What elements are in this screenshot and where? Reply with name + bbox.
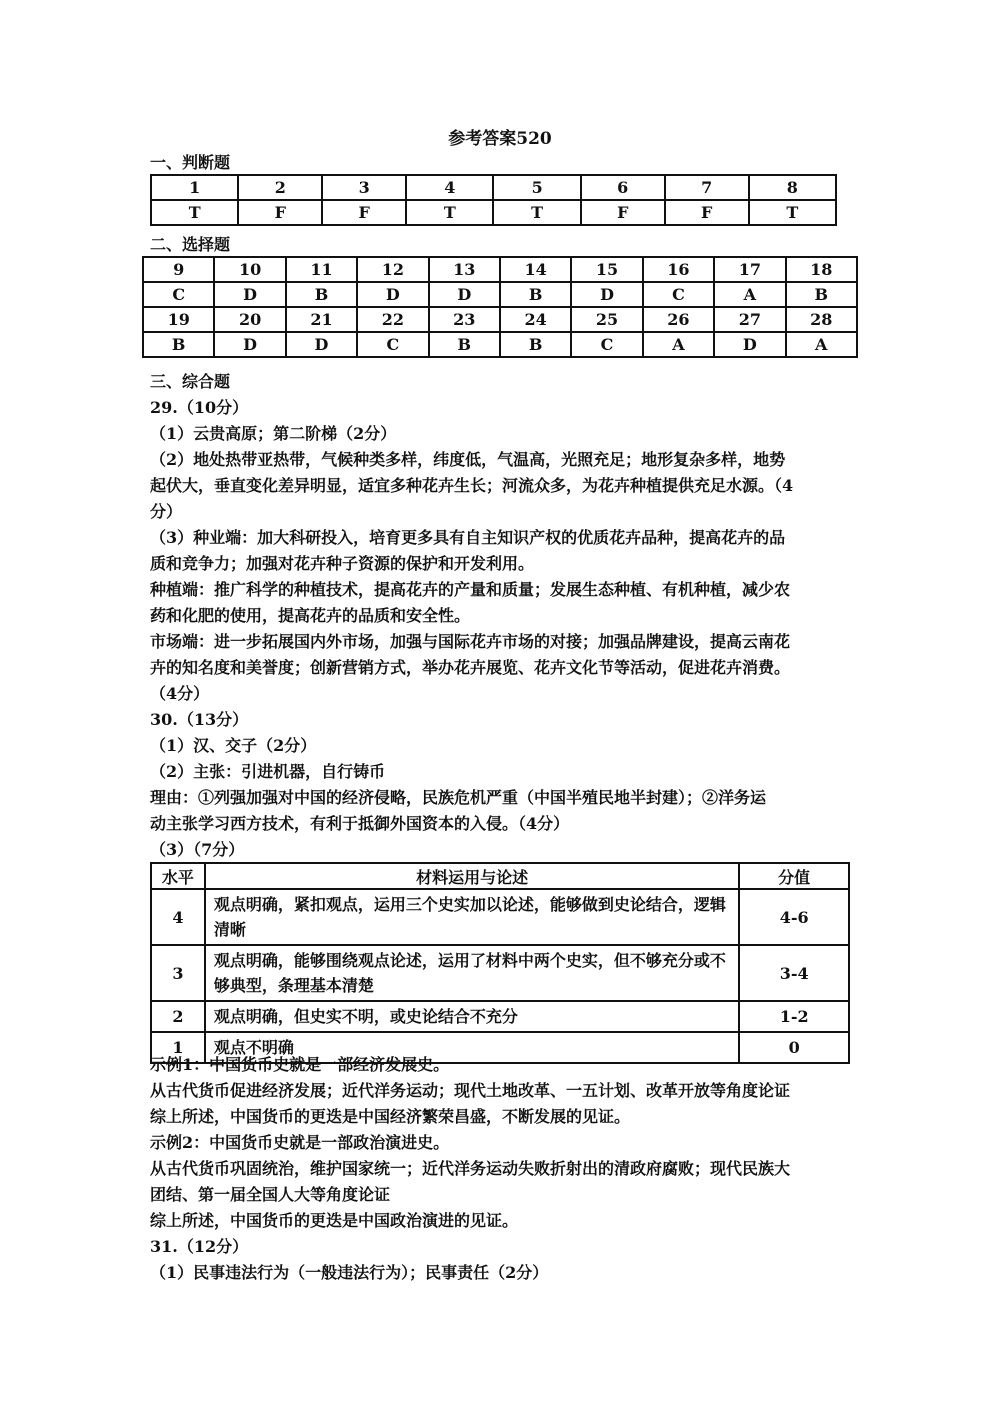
table-row: [151, 889, 849, 945]
question-number: 10: [214, 257, 285, 282]
question-number: 5: [493, 175, 580, 200]
judge-answer-table: [150, 174, 837, 226]
table-row: [151, 175, 836, 200]
answer-line: （2）主张：引进机器，自行铸币: [150, 762, 386, 781]
answer-cell: B: [286, 282, 357, 307]
answer-line: 从古代货币促进经济发展；近代洋务运动；现代土地改革、一五计划、改革开放等角度论证: [150, 1081, 791, 1100]
answer-line: （1）云贵高原；第二阶梯（2分）: [150, 424, 397, 443]
answer-line: 起伏大，垂直变化差异明显，适宜多种花卉生长；河流众多，为花卉种植提供充足水源。（4: [150, 476, 794, 495]
level-cell: 4: [151, 889, 205, 945]
section-choice-heading: 二、选择题: [150, 235, 231, 254]
answer-cell: D: [429, 282, 500, 307]
question-number: 8: [749, 175, 836, 200]
question-number: 3: [322, 175, 406, 200]
question-number: 11: [286, 257, 357, 282]
answer-cell: T: [749, 200, 836, 225]
answer-cell: D: [357, 282, 428, 307]
description-cell: 观点明确，能够围绕观点论述，运用了材料中两个史实，但不够充分或不够典型，条理基本清楚: [205, 945, 739, 1001]
choice-answer-table: [142, 256, 858, 358]
table-row: [143, 257, 857, 282]
question-number: 27: [714, 307, 785, 332]
answer-line: 质和竞争力；加强对花卉种子资源的保护和开发利用。: [150, 554, 535, 573]
table-row: [143, 307, 857, 332]
question-number: 19: [143, 307, 214, 332]
question-number: 4: [406, 175, 493, 200]
answer-cell: F: [238, 200, 322, 225]
score-cell: 0: [739, 1032, 849, 1063]
answer-line: 卉的知名度和美誉度；创新营销方式，举办花卉展览、花卉文化节等活动，促进花卉消费。: [150, 658, 791, 677]
question-number: 1: [151, 175, 238, 200]
question-number: 14: [500, 257, 571, 282]
answer-cell: A: [786, 332, 857, 357]
answer-cell: B: [143, 332, 214, 357]
question-number: 9: [143, 257, 214, 282]
answer-cell: D: [214, 332, 285, 357]
question-number: 21: [286, 307, 357, 332]
answer-line: 分）: [150, 502, 183, 521]
scoring-level-table: [150, 862, 850, 1064]
level-cell: 2: [151, 1001, 205, 1032]
description-cell: 观点不明确: [205, 1032, 739, 1063]
question-number: 16: [643, 257, 714, 282]
answer-line: 理由：①列强加强对中国的经济侵略，民族危机严重（中国半殖民地半封建）；②洋务运: [150, 788, 767, 807]
question-number: 18: [786, 257, 857, 282]
answer-line: 动主张学习西方技术，有利于抵御外国资本的入侵。（4分）: [150, 814, 570, 833]
question-number: 17: [714, 257, 785, 282]
description-cell: 观点明确，但史实不明，或史论结合不充分: [205, 1001, 739, 1032]
answer-cell: F: [322, 200, 406, 225]
question-number: 12: [357, 257, 428, 282]
answer-line: 示例1：中国货币史就是一部经济发展史。: [150, 1055, 450, 1074]
answer-cell: T: [151, 200, 238, 225]
question-number: 28: [786, 307, 857, 332]
answer-cell: T: [493, 200, 580, 225]
answer-line: 种植端：推广科学的种植技术，提高花卉的产量和质量；发展生态种植、有机种植，减少农: [150, 580, 791, 599]
answer-line: 从古代货币巩固统治，维护国家统一；近代洋务运动失败折射出的清政府腐败；现代民族大: [150, 1159, 791, 1178]
answer-cell: C: [357, 332, 428, 357]
answer-line: 综上所述，中国货币的更迭是中国经济繁荣昌盛，不断发展的见证。: [150, 1107, 631, 1126]
score-cell: 3-4: [739, 945, 849, 1001]
answer-line: 综上所述，中国货币的更迭是中国政治演进的见证。: [150, 1211, 519, 1230]
question-number: 6: [581, 175, 665, 200]
answer-line: （4分）: [150, 684, 210, 703]
question-number: 7: [665, 175, 749, 200]
question-number: 23: [429, 307, 500, 332]
table-row: [143, 332, 857, 357]
question-number: 22: [357, 307, 428, 332]
answer-line: 药和化肥的使用，提高花卉的品质和安全性。: [150, 606, 471, 625]
table-row: [151, 1001, 849, 1032]
answer-cell: B: [500, 282, 571, 307]
answer-cell: C: [643, 282, 714, 307]
answer-line: 市场端：进一步拓展国内外市场，加强与国际花卉市场的对接；加强品牌建设，提高云南花: [150, 632, 791, 651]
answer-cell: B: [429, 332, 500, 357]
answer-cell: D: [214, 282, 285, 307]
answer-line: （3）种业端：加大科研投入，培育更多具有自主知识产权的优质花卉品种，提高花卉的品: [150, 528, 786, 547]
table-row: [151, 945, 849, 1001]
answer-line: 29.（10分）: [150, 398, 249, 417]
section-judge-heading: 一、判断题: [150, 153, 231, 172]
column-header: 分值: [739, 863, 849, 889]
table-row: [151, 200, 836, 225]
level-cell: 3: [151, 945, 205, 1001]
question-number: 13: [429, 257, 500, 282]
table-row: [143, 282, 857, 307]
answer-cell: C: [571, 332, 642, 357]
section-comprehensive-heading: 三、综合题: [150, 372, 231, 391]
answer-cell: D: [714, 332, 785, 357]
level-cell: 1: [151, 1032, 205, 1063]
question-number: 24: [500, 307, 571, 332]
answer-cell: A: [643, 332, 714, 357]
answer-cell: F: [665, 200, 749, 225]
answer-cell: C: [143, 282, 214, 307]
answer-cell: B: [786, 282, 857, 307]
question-number: 26: [643, 307, 714, 332]
answer-cell: F: [581, 200, 665, 225]
score-cell: 1-2: [739, 1001, 849, 1032]
table-header-row: [151, 863, 849, 889]
answer-line: （1）民事违法行为（一般违法行为）；民事责任（2分）: [150, 1263, 549, 1282]
answer-cell: D: [286, 332, 357, 357]
page-title: 参考答案520: [448, 129, 552, 149]
answer-line: 31.（12分）: [150, 1237, 249, 1256]
description-cell: 观点明确，紧扣观点，运用三个史实加以论述，能够做到史论结合，逻辑清晰: [205, 889, 739, 945]
answer-line: （2）地处热带亚热带，气候种类多样，纬度低，气温高，光照充足；地形复杂多样，地势: [150, 450, 786, 469]
answer-line: 示例2：中国货币史就是一部政治演进史。: [150, 1133, 450, 1152]
answer-line: （3）（7分）: [150, 840, 245, 859]
column-header: 材料运用与论述: [205, 863, 739, 889]
answer-line: （1）汉、交子（2分）: [150, 736, 317, 755]
answer-line: 团结、第一届全国人大等角度论证: [150, 1185, 391, 1204]
answer-line: 30.（13分）: [150, 710, 249, 729]
question-number: 2: [238, 175, 322, 200]
answer-cell: A: [714, 282, 785, 307]
column-header: 水平: [151, 863, 205, 889]
answer-cell: D: [571, 282, 642, 307]
question-number: 15: [571, 257, 642, 282]
question-number: 20: [214, 307, 285, 332]
answer-cell: T: [406, 200, 493, 225]
question-number: 25: [571, 307, 642, 332]
score-cell: 4-6: [739, 889, 849, 945]
answer-cell: B: [500, 332, 571, 357]
